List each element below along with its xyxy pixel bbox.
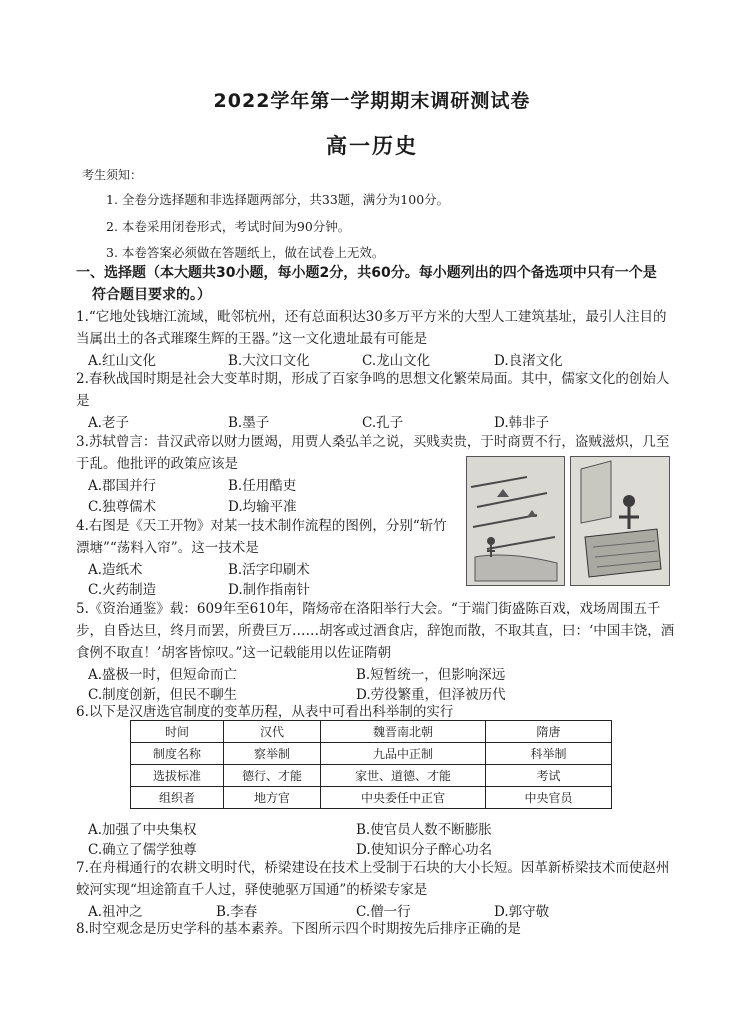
table-cell: 汉代: [224, 721, 321, 743]
q2-option-c: C.孔子: [362, 415, 404, 431]
table-row: [131, 765, 612, 787]
table-cell: 中央官员: [486, 787, 612, 809]
table-cell: 地方官: [224, 787, 321, 809]
table-cell: 中央委任中正官: [321, 787, 486, 809]
q5-option-b: B.短暂统一，但影响深远: [356, 667, 506, 683]
q3-option-d: D.均输平准: [228, 499, 297, 515]
q1-option-d: D.良渚文化: [494, 353, 563, 369]
q6-option-c: C.确立了儒学独尊: [88, 842, 197, 858]
table-row: [131, 721, 612, 743]
q2-option-b: B.墨子: [228, 415, 270, 431]
table-cell: 隋唐: [486, 721, 612, 743]
q1-option-a: A.红山文化: [88, 353, 157, 369]
q3-option-b: B.任用酷吏: [228, 478, 297, 494]
notice-heading: 考生须知：: [82, 168, 143, 182]
question-4-stem: 4.右图是《天工开物》对某一技术制作流程的图例，分别“斩竹漂塘”“荡料入帘”。这一技术是: [76, 518, 447, 556]
q7-option-d: D.郭守敬: [494, 904, 550, 920]
notice-item: 2. 本卷采用闭卷形式，考试时间为90分钟。: [106, 219, 351, 234]
q6-option-d: D.使知识分子醉心功名: [356, 842, 493, 858]
table-cell: 家世、道德、才能: [321, 765, 486, 787]
table-cell: 科举制: [486, 743, 612, 765]
q4-option-d: D.制作指南针: [228, 582, 311, 598]
table-cell: 组织者: [131, 787, 224, 809]
table-cell: 考试: [486, 765, 612, 787]
table-cell: 选拔标准: [131, 765, 224, 787]
q3-option-a: A.郡国并行: [88, 478, 157, 494]
table-row: [131, 787, 612, 809]
q2-option-a: A.老子: [88, 415, 130, 431]
table-cell: 察举制: [224, 743, 321, 765]
q7-option-b: B.李春: [216, 904, 258, 920]
q7-option-c: C.僧一行: [356, 904, 411, 920]
notice-item: 1. 全卷分选择题和非选择题两部分，共33题，满分为100分。: [106, 192, 450, 207]
q1-option-c: C.龙山文化: [362, 353, 431, 369]
q2-option-d: D.韩非子: [494, 415, 550, 431]
q7-option-a: A.祖冲之: [88, 904, 143, 920]
section-heading: 一、选择题（本大题共30小题，每小题2分，共60分。每小题列出的四个备选项中只有一个是: [76, 265, 657, 281]
q1-option-b: B.大汶口文化: [228, 353, 310, 369]
q4-option-c: C.火药制造: [88, 582, 157, 598]
question-2-stem: 2.春秋战国时期是社会大变革时期，形成了百家争鸣的思想文化繁荣局面。其中，儒家文化的创始人是: [76, 371, 670, 409]
exam-subject: 高一历史: [326, 134, 418, 158]
q4-option-a: A.造纸术: [88, 562, 143, 578]
question-8-stem: 8.时空观念是历史学科的基本素养。下图所示四个时期按先后排序正确的是: [76, 921, 521, 937]
table-cell: 九品中正制: [321, 743, 486, 765]
q6-option-b: B.使官员人数不断膨胀: [356, 822, 492, 838]
q4-option-b: B.活字印刷术: [228, 562, 310, 578]
tiangong-kaiwu-bamboo-figure: [466, 456, 565, 586]
table-cell: 时间: [131, 721, 224, 743]
table-row: [131, 743, 612, 765]
q5-option-d: D.劳役繁重，但泽被历代: [356, 687, 506, 703]
q5-option-c: C.制度创新，但民不聊生: [88, 687, 238, 703]
selection-system-table: [130, 720, 612, 809]
question-7-stem: 7.在舟楫通行的农耕文明时代，桥梁建设在技术上受制于石块的大小长短。因革新桥梁技术而使赵州蛟河实现“坦途箭直千人过，驿使驰驱万国通”的桥梁专家是: [76, 860, 670, 898]
question-1-stem: 1.“它地处钱塘江流域，毗邻杭州，还有总面积达30多万平方米的大型人工建筑基址，最引人注目的当属出土的各式璀璨生辉的王器。”这一文化遗址最有可能是: [76, 309, 667, 347]
notice-item: 3. 本卷答案必须做在答题纸上，做在试卷上无效。: [106, 245, 385, 260]
question-3-stem: 3.苏轼曾言：昔汉武帝以财力匮竭，用贾人桑弘羊之说，买贱卖贵，于时商贾不行，盗贼滋炽，几至于乱。他批评的政策应该是: [76, 434, 670, 472]
question-6-stem: 6.以下是汉唐选官制度的变革历程，从表中可看出科举制的实行: [76, 704, 454, 720]
q6-option-a: A.加强了中央集权: [88, 822, 197, 838]
section-heading-cont: 符合题目要求的。）: [92, 287, 211, 303]
question-5-stem: 5.《资治通鉴》载：609年至610年，隋炀帝在洛阳举行大会。“于端门街盛陈百戏，戏场周围五千步，自昏达旦，终月而罢，所费巨万……胡客或过酒食店，辞饱而散，不取其直，曰：‘中国丰饶，酒食例不取直！’胡客皆惊叹。”这一记载能用以佐证隋朝: [76, 601, 675, 661]
table-cell: 制度名称: [131, 743, 224, 765]
q3-option-c: C.独尊儒术: [88, 499, 157, 515]
q5-option-a: A.盛极一时，但短命而亡: [88, 667, 238, 683]
tiangong-kaiwu-paper-mold-figure: [570, 456, 670, 586]
table-cell: 魏晋南北朝: [321, 721, 486, 743]
exam-title: 2022学年第一学期期末调研测试卷: [213, 90, 531, 112]
table-cell: 德行、才能: [224, 765, 321, 787]
